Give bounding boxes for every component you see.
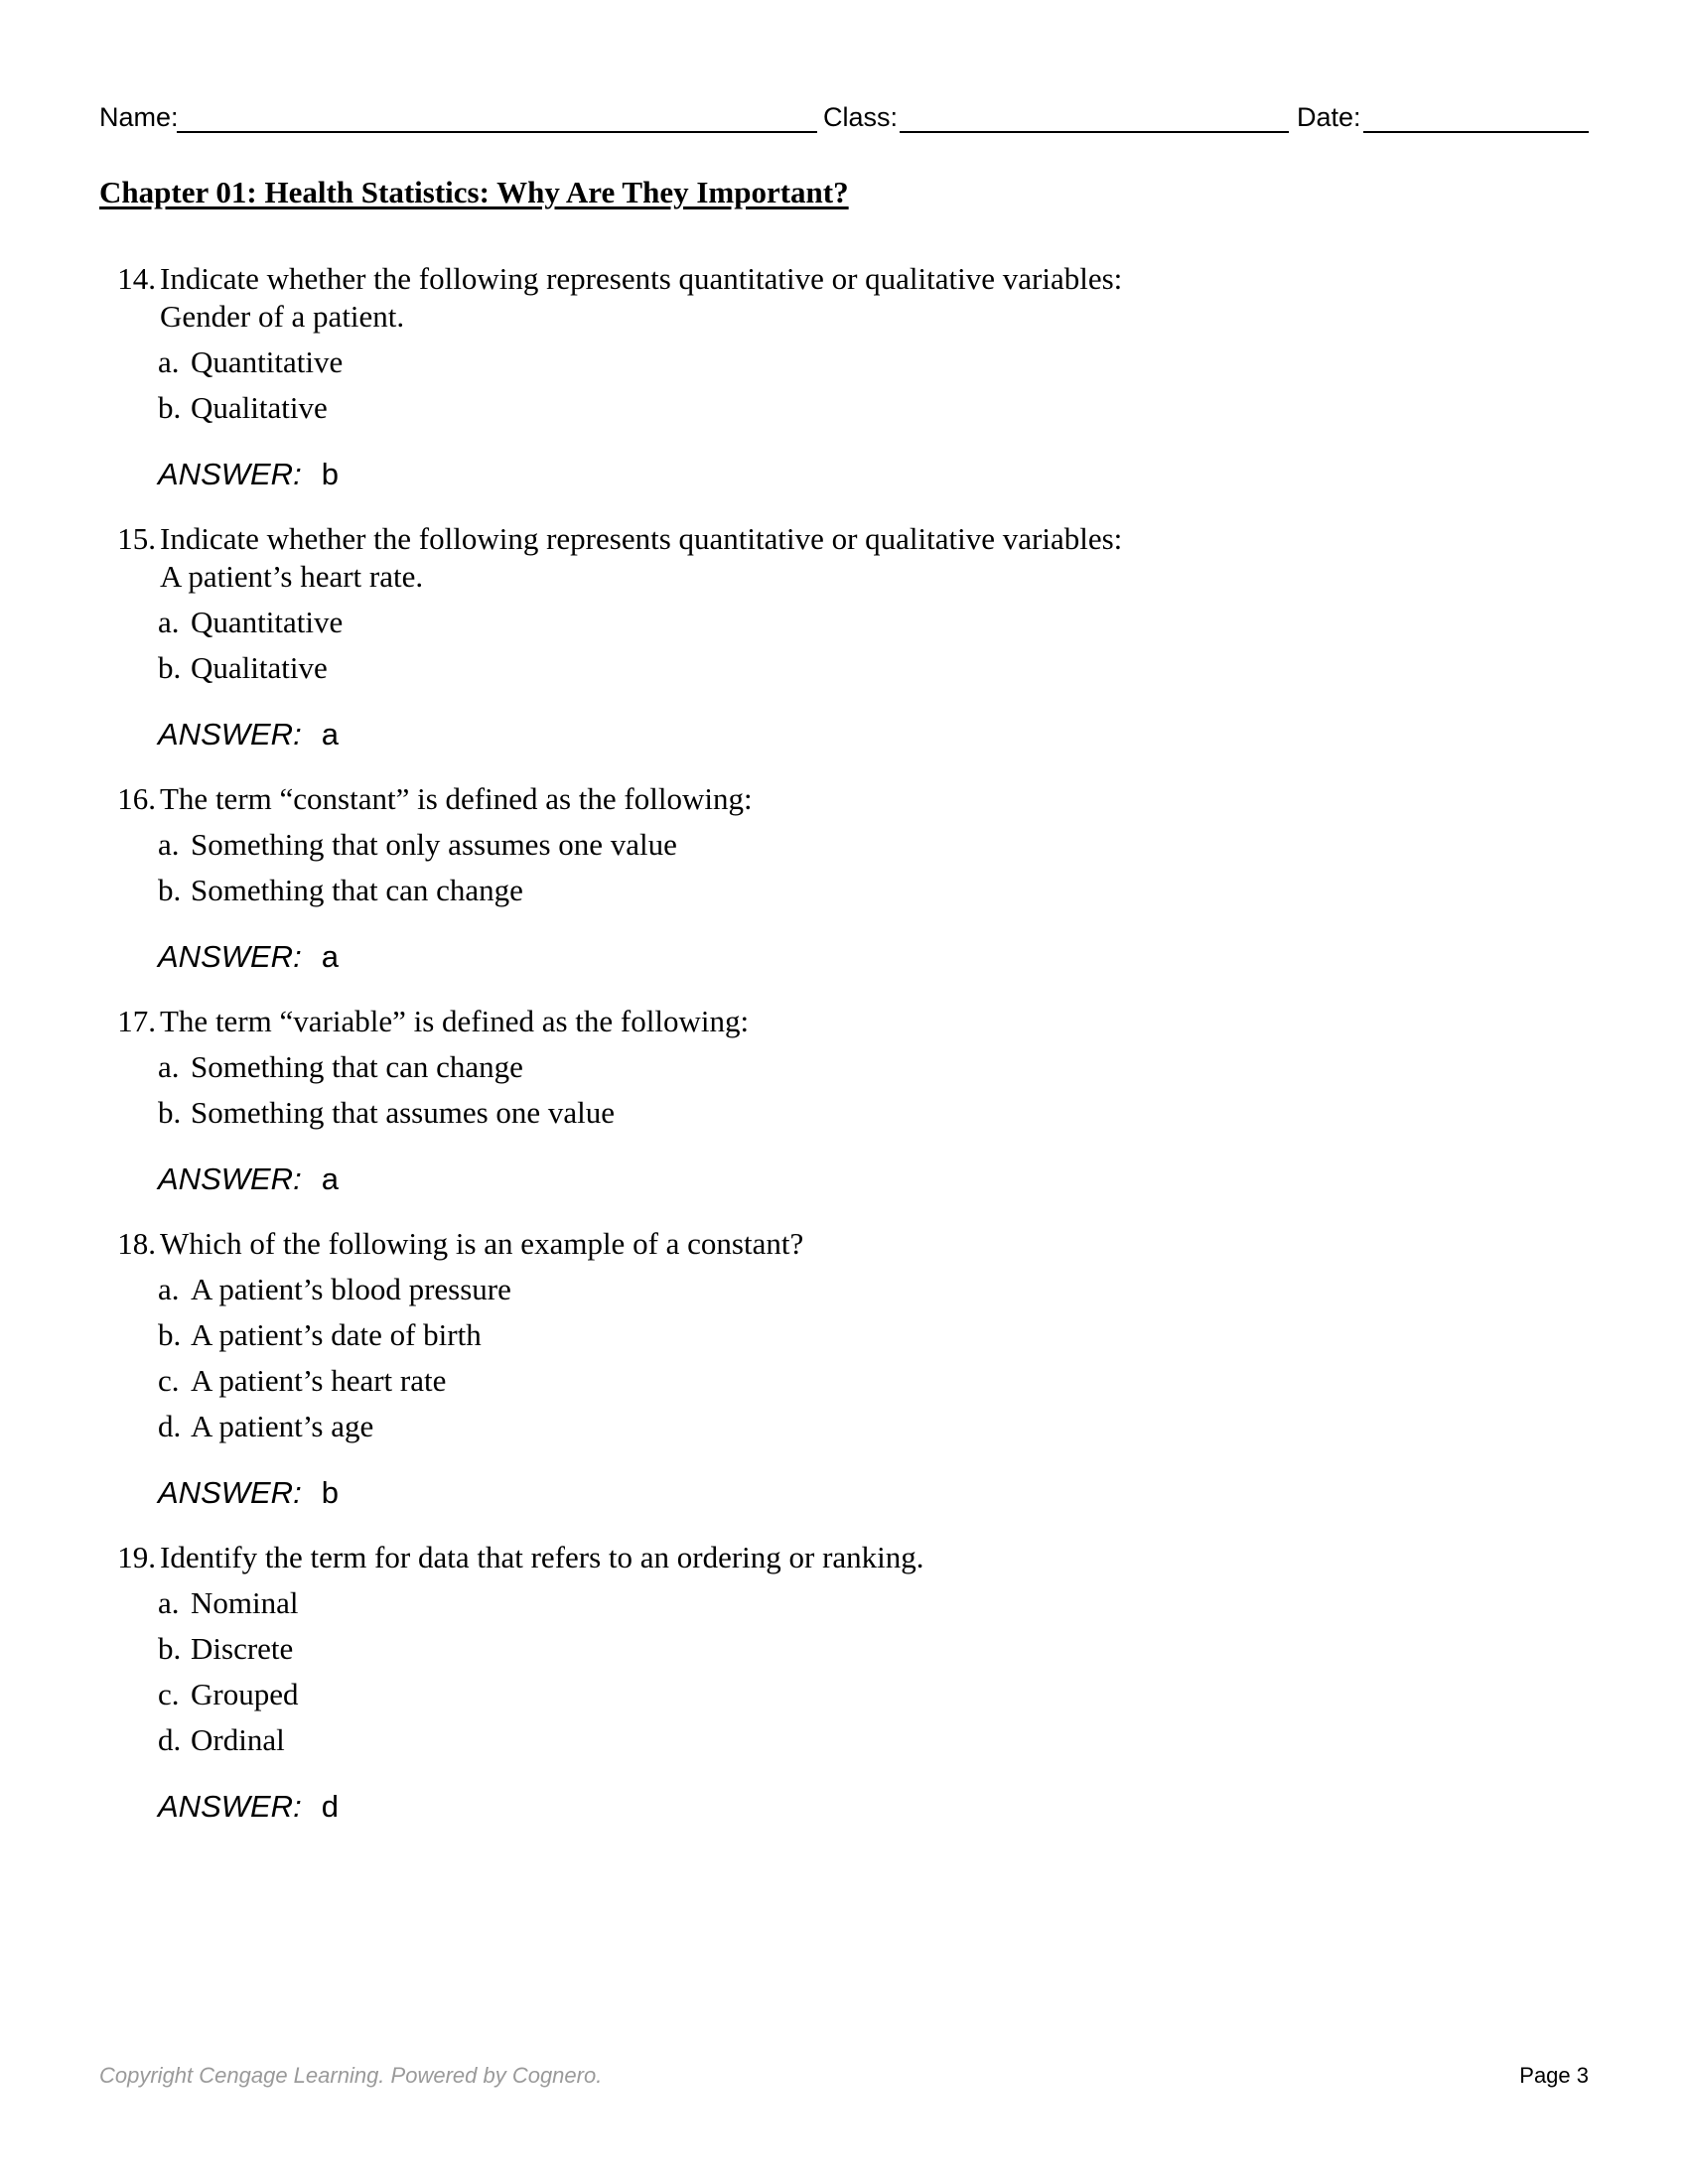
answer-option — [158, 1672, 1489, 1717]
answer-option — [158, 1626, 1489, 1672]
option-list — [158, 340, 1489, 431]
question-number: 16. — [117, 781, 156, 816]
answer-label: ANSWER: — [158, 717, 302, 751]
option-letter: b. — [158, 1317, 182, 1352]
answer-line — [158, 1785, 1489, 1829]
option-text: A patient’s age — [191, 1409, 374, 1443]
answer-line — [158, 453, 1489, 496]
option-letter: a. — [158, 1049, 180, 1084]
option-list — [158, 822, 1489, 913]
option-list — [158, 1580, 1489, 1763]
option-letter: c. — [158, 1677, 180, 1711]
answer-option — [158, 340, 1489, 385]
option-letter: a. — [158, 605, 180, 639]
class-blank-line — [900, 131, 1289, 133]
answer-line — [158, 713, 1489, 756]
option-text: A patient’s heart rate — [191, 1363, 447, 1398]
answer-label: ANSWER: — [158, 1161, 302, 1196]
option-letter: b. — [158, 390, 182, 425]
option-letter: b. — [158, 650, 182, 685]
question-item — [99, 1539, 1489, 1829]
question-text: A patient’s heart rate. — [160, 559, 424, 594]
option-text: Something that can change — [191, 873, 523, 907]
option-text: Discrete — [191, 1631, 294, 1666]
option-text: Ordinal — [191, 1722, 285, 1757]
question-number: 18. — [117, 1226, 156, 1261]
option-letter: a. — [158, 827, 180, 862]
question-text: The term “variable” is defined as the following: — [160, 1004, 750, 1038]
option-text: A patient’s blood pressure — [191, 1272, 511, 1306]
question-stem — [99, 260, 1489, 336]
copyright-footer: Copyright Cengage Learning. Powered by Cognero. — [99, 2063, 603, 2088]
question-stem — [99, 1003, 1489, 1040]
answer-line — [158, 1158, 1489, 1201]
name-class-date-header — [99, 99, 1589, 139]
date-label: Date: — [1297, 102, 1361, 132]
option-letter: b. — [158, 1631, 182, 1666]
name-label: Name: — [99, 102, 179, 132]
option-text: Something that only assumes one value — [191, 827, 677, 862]
chapter-title: Chapter 01: Health Statistics: Why Are They Important? — [99, 175, 849, 209]
answer-option — [158, 1404, 1489, 1449]
name-blank-line — [177, 131, 817, 133]
option-text: Qualitative — [191, 650, 328, 685]
option-text: Quantitative — [191, 605, 344, 639]
option-letter: a. — [158, 344, 180, 379]
answer-label: ANSWER: — [158, 1789, 302, 1824]
answer-option — [158, 1358, 1489, 1404]
answer-value: a — [321, 939, 339, 974]
answer-value: a — [321, 717, 339, 751]
answer-option — [158, 1044, 1489, 1090]
question-stem — [99, 520, 1489, 596]
question-list — [99, 260, 1489, 1852]
answer-value: d — [321, 1789, 339, 1824]
option-letter: d. — [158, 1722, 182, 1757]
option-text: Quantitative — [191, 344, 344, 379]
answer-option — [158, 1312, 1489, 1358]
option-text: Something that can change — [191, 1049, 523, 1084]
question-text: The term “constant” is defined as the following: — [160, 781, 753, 816]
answer-line — [158, 1471, 1489, 1515]
option-text: A patient’s date of birth — [191, 1317, 482, 1352]
answer-label: ANSWER: — [158, 939, 302, 974]
question-text: Identify the term for data that refers to an ordering or ranking. — [160, 1540, 924, 1574]
option-list — [158, 1044, 1489, 1136]
answer-option — [158, 1717, 1489, 1763]
question-item — [99, 1003, 1489, 1201]
answer-value: a — [321, 1161, 339, 1196]
option-letter: b. — [158, 1095, 182, 1130]
answer-option — [158, 600, 1489, 645]
answer-option — [158, 1267, 1489, 1312]
answer-value: b — [321, 457, 339, 491]
question-number: 14. — [117, 261, 156, 296]
option-list — [158, 1267, 1489, 1449]
question-stem — [99, 1225, 1489, 1263]
question-number: 17. — [117, 1004, 156, 1038]
question-text: Indicate whether the following represents quantitative or qualitative variables: — [160, 261, 1123, 296]
answer-label: ANSWER: — [158, 1475, 302, 1510]
option-text: Nominal — [191, 1585, 299, 1620]
question-number: 19. — [117, 1540, 156, 1574]
class-label: Class: — [823, 102, 899, 132]
question-stem — [99, 1539, 1489, 1576]
answer-value: b — [321, 1475, 339, 1510]
option-letter: a. — [158, 1585, 180, 1620]
question-text: Which of the following is an example of a constant? — [160, 1226, 804, 1261]
option-letter: b. — [158, 873, 182, 907]
question-item — [99, 520, 1489, 756]
option-letter: d. — [158, 1409, 182, 1443]
date-blank-line — [1363, 131, 1589, 133]
answer-line — [158, 935, 1489, 979]
question-item — [99, 780, 1489, 979]
question-item — [99, 1225, 1489, 1515]
answer-label: ANSWER: — [158, 457, 302, 491]
answer-option — [158, 645, 1489, 691]
answer-option — [158, 1580, 1489, 1626]
page-number: Page 3 — [1519, 2063, 1589, 2088]
question-number: 15. — [117, 521, 156, 556]
option-letter: c. — [158, 1363, 180, 1398]
question-text: Gender of a patient. — [160, 299, 405, 334]
option-text: Something that assumes one value — [191, 1095, 616, 1130]
answer-option — [158, 822, 1489, 868]
option-text: Qualitative — [191, 390, 328, 425]
option-list — [158, 600, 1489, 691]
answer-option — [158, 385, 1489, 431]
option-letter: a. — [158, 1272, 180, 1306]
question-text: Indicate whether the following represents quantitative or qualitative variables: — [160, 521, 1123, 556]
answer-option — [158, 868, 1489, 913]
option-text: Grouped — [191, 1677, 299, 1711]
question-stem — [99, 780, 1489, 818]
answer-option — [158, 1090, 1489, 1136]
question-item — [99, 260, 1489, 496]
